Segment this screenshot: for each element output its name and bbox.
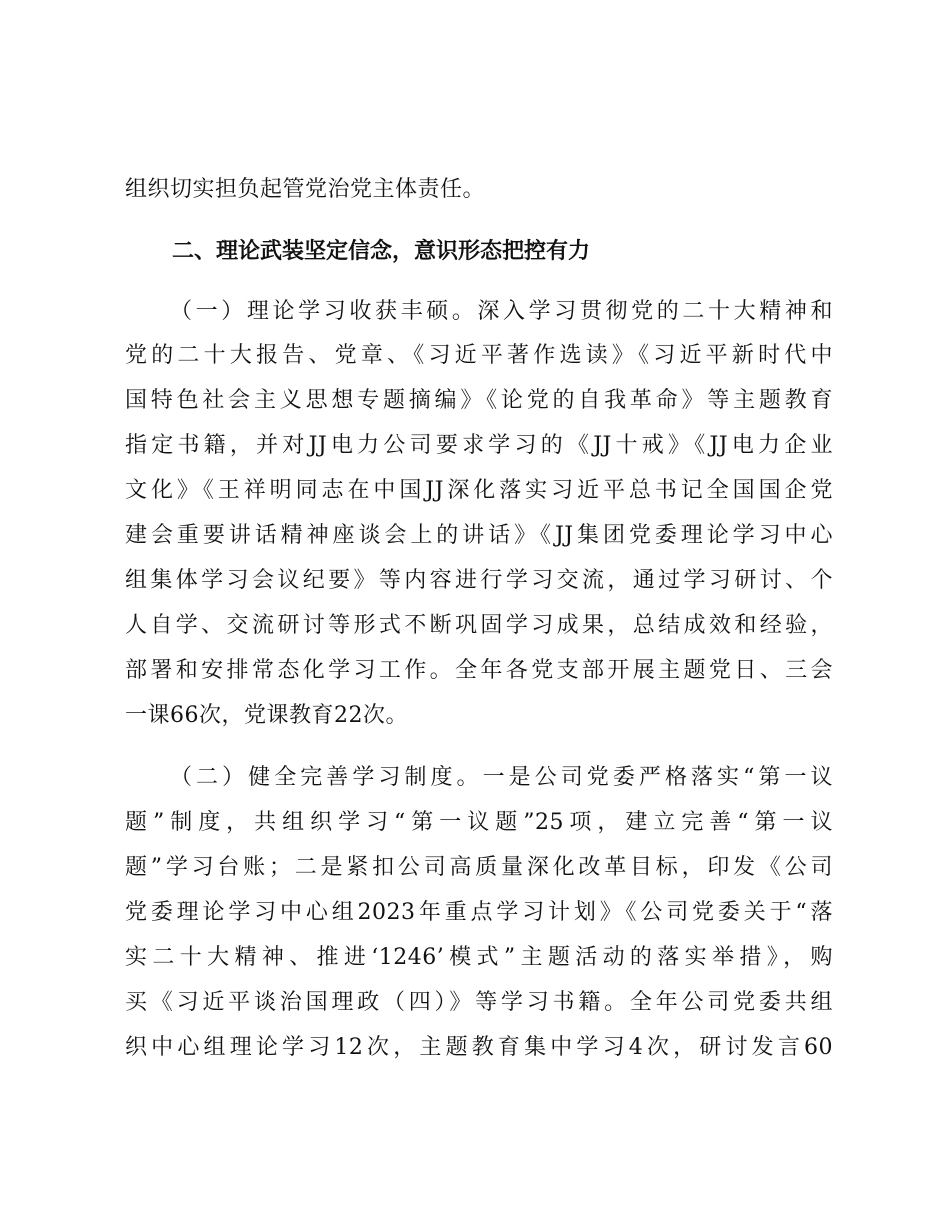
paragraph-2-line-6: 买《习近平谈治国理政（四）》等学习书籍。全年公司党委共组: [125, 990, 833, 1015]
paragraph-2-line-1: （二）健全完善学习制度。一是公司党委严格落实“第一议: [170, 765, 833, 790]
paragraph-2-line-3: 题”学习台账；二是紧扣公司高质量深化改革目标，印发《公司: [125, 855, 833, 880]
paragraph-1-line-9: 部署和安排常态化学习工作。全年各党支部开展主题党日、三会: [125, 658, 833, 683]
paragraph-1-line-4: 指定书籍，并对JJ电力公司要求学习的《JJ十戒》《JJ电力企业: [125, 433, 833, 458]
paragraph-2-line-5: 实二十大精神、推进‘1246’模式”主题活动的落实举措》，购: [125, 945, 833, 970]
paragraph-1-line-8: 人自学、交流研讨等形式不断巩固学习成果，总结成效和经验，: [125, 613, 833, 638]
paragraph-1-line-7: 组集体学习会议纪要》等内容进行学习交流，通过学习研讨、个: [125, 568, 833, 593]
paragraph-1-line-5: 文化》《王祥明同志在中国JJ深化落实习近平总书记全国国企党: [125, 478, 833, 503]
paragraph-1-line-10: 一课66次，党课教育22次。: [125, 703, 408, 728]
paragraph-2-line-2: 题”制度，共组织学习“第一议题”25项，建立完善“第一议: [125, 810, 833, 835]
paragraph-1-line-1: （一）理论学习收获丰硕。深入学习贯彻党的二十大精神和: [170, 299, 833, 324]
paragraph-1-line-6: 建会重要讲话精神座谈会上的讲话》《JJ集团党委理论学习中心: [125, 523, 833, 548]
paragraph-1-line-2: 党的二十大报告、党章、《习近平著作选读》《习近平新时代中: [125, 343, 833, 368]
paragraph-2-line-4: 党委理论学习中心组2023年重点学习计划》《公司党委关于“落: [125, 900, 833, 925]
paragraph-2-line-7: 织中心组理论学习12次，主题教育集中学习4次，研讨发言60: [125, 1035, 833, 1060]
paragraph-line-continuation: 组织切实担负起管党治党主体责任。: [125, 177, 486, 202]
paragraph-1-line-3: 国特色社会主义思想专题摘编》《论党的自我革命》等主题教育: [125, 388, 833, 413]
section-heading-2: 二、理论武装坚定信念，意识形态把控有力: [172, 239, 591, 264]
